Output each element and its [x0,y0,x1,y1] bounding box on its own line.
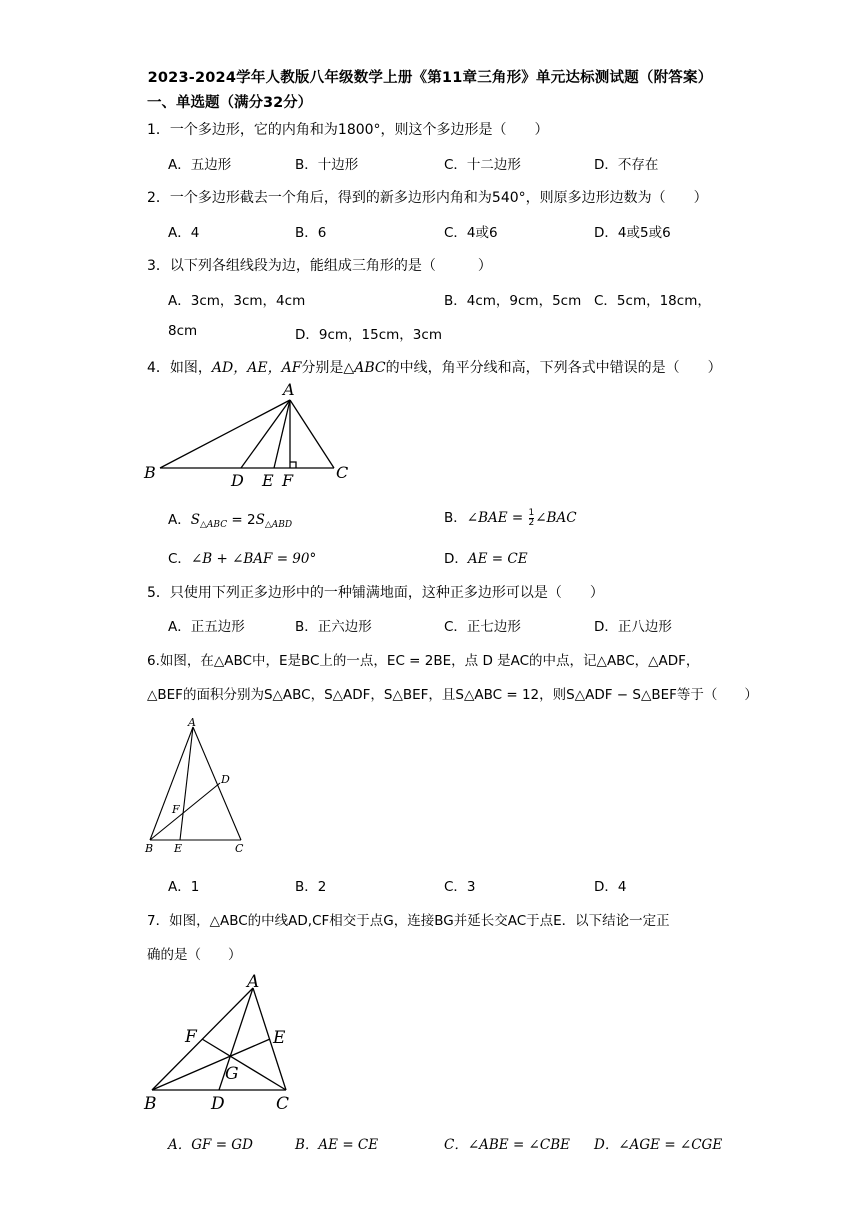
area-subscript: △ABC [200,520,228,530]
option-a-prefix: A． [168,512,191,528]
question-1-stem: 1．一个多边形，它的内角和为1800°，则这个多边形是（ ） [147,122,549,138]
q4-label-e: E [262,471,274,490]
q7-label-a: A [247,972,260,992]
q7-label-e: E [273,1028,286,1048]
question-2-option-a: A．4 [168,225,200,241]
question-5-stem: 5．只使用下列正多边形中的一种铺满地面，这种正多边形可以是（ ） [147,585,604,601]
question-2-stem: 2．一个多边形截去一个角后，得到的新多边形内角和为540°，则原多边形边数为（ ） [147,190,708,206]
question-6-stem-line-2: △BEF的面积分别为S△ABC，S△ADF，S△BEF，且S△ABC = 12，则S△ADF − S△BEF等于（ ） [147,687,758,703]
q4-label-d: D [231,471,244,490]
question-2-option-b: B．6 [295,225,327,241]
question-3-option-c-continued: 8cm [168,323,198,339]
question-7-option-c: C．∠ABE = ∠CBE [444,1137,570,1153]
option-b-prefix: B． [444,510,467,526]
question-1-option-d: D．不存在 [594,157,659,173]
question-7-option-d: D．∠AGE = ∠CGE [594,1137,723,1153]
question-1-option-b: B．十边形 [295,157,359,173]
question-3-option-d: D．9cm，15cm，3cm [295,327,442,343]
q7-label-f: F [185,1027,197,1047]
question-6-figure [140,712,255,858]
question-4-stem-part: 的中线，角平分线和高，下列各式中错误的是（ ） [385,360,722,376]
option-c-prefix: C． [168,551,191,567]
question-7-stem-line-2: 确的是（ ） [147,947,242,963]
question-2-option-c: C．4或6 [444,225,498,241]
q6-label-e: E [174,842,183,855]
document-title: 2023-2024学年人教版八年级数学上册《第11章三角形》单元达标测试题（附答案） [147,70,713,86]
q7-label-d: D [211,1094,225,1114]
option-b-left: ∠BAE = [466,510,528,526]
question-6-option-c: C．3 [444,879,476,895]
question-7-figure [140,970,300,1120]
q7-label-b: B [144,1094,157,1114]
question-5-option-c: C．正七边形 [444,619,521,635]
area-symbol: S [255,512,265,528]
question-7-option-a: A．GF = GD [168,1137,253,1153]
q4-label-f: F [282,471,294,490]
q6-label-d: D [221,773,230,786]
question-6-option-b: B．2 [295,879,327,895]
q6-label-f: F [172,803,180,816]
question-4-option-d [444,547,528,567]
option-c-expr: ∠B + ∠BAF = 90° [190,551,317,567]
question-3-option-b: B．4cm，9cm，5cm [444,293,582,309]
question-4-stem [147,357,722,377]
question-4-option-c [168,547,316,567]
area-symbol: S [190,512,200,528]
question-6-stem-line-1: 6.如图，在△ABC中，E是BC上的一点，EC = 2BE，点 D 是AC的中点，记△ABC，△ADF， [147,653,700,669]
q4-label-a: A [283,380,295,399]
q4-label-c: C [336,463,349,482]
question-6-option-a: A．1 [168,879,200,895]
question-4-figure [140,378,360,490]
option-b-right: ∠BAC [535,510,577,526]
question-4-stem-part: 4．如图， [147,360,212,376]
question-5-option-b: B．正六边形 [295,619,372,635]
option-d-prefix: D． [444,551,468,567]
q6-label-a: A [188,716,196,729]
question-2-option-d: D．4或5或6 [594,225,671,241]
question-4-stem-triangle: ABC [354,360,386,376]
question-4-stem-part: 分别是△ [301,360,355,376]
section-heading: 一、单选题（满分32分） [147,95,313,111]
question-4-option-a [168,508,292,530]
question-5-option-d: D．正八边形 [594,619,672,635]
question-3-stem: 3．以下列各组线段为边，能组成三角形的是（ ） [147,258,492,274]
fraction-numerator: 1 [528,507,535,518]
question-4-option-b [444,506,577,528]
question-6-option-d: D．4 [594,879,627,895]
question-7-option-b: B．AE = CE [295,1137,379,1153]
q7-label-g: G [225,1064,239,1084]
q6-label-c: C [235,842,244,855]
option-a-mid: = 2 [227,512,256,528]
option-d-expr: AE = CE [467,551,528,567]
area-subscript: △ABD [264,520,293,530]
question-1-option-a: A．五边形 [168,157,232,173]
q7-label-c: C [276,1094,290,1114]
question-1-option-c: C．十二边形 [444,157,521,173]
question-5-option-a: A．正五边形 [168,619,245,635]
fraction-denominator: 2 [528,517,535,528]
question-3-option-a: A．3cm，3cm，4cm [168,293,306,309]
fraction-one-half [529,509,535,528]
question-3-option-c: C．5cm，18cm， [594,293,711,309]
question-7-stem-line-1: 7．如图，△ABC的中线AD,CF相交于点G，连接BG并延长交AC于点E．以下结论一定正 [147,913,670,929]
question-4-stem-vars: AD，AE，AF [211,360,302,376]
q4-label-b: B [144,463,156,482]
q6-label-b: B [145,842,154,855]
